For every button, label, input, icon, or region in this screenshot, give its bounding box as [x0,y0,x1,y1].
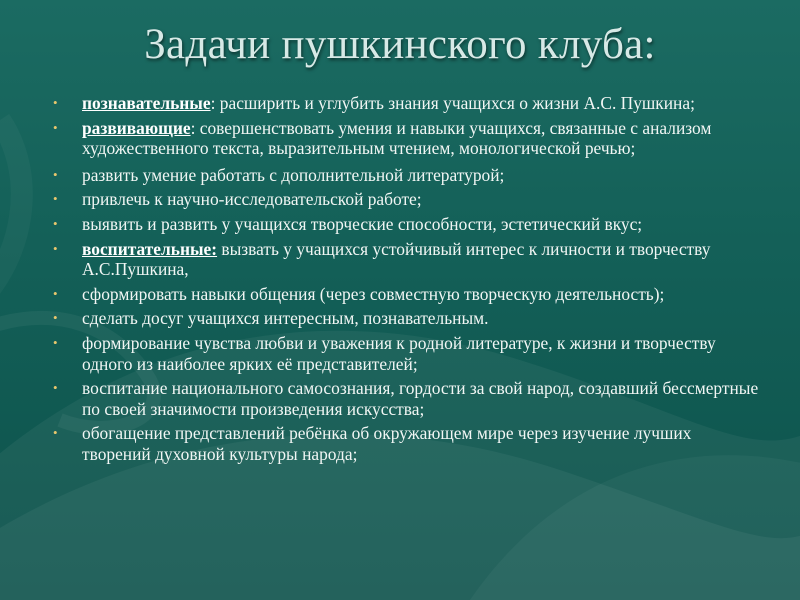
task-list-item [52,214,764,235]
task-list-item [52,189,764,210]
task-list-item [52,423,764,464]
bullet-marker: • [53,310,58,326]
task-text: сделать досуг учащихся интересным, познавательным. [82,308,489,329]
task-list-item [52,284,764,305]
task-text: расширить и углубить знания учащихся о жизни А.С. Пушкина; [215,93,695,113]
task-list-item [52,239,764,280]
task-list-item [52,165,764,186]
task-list-item [52,118,764,159]
task-category-label: познавательные [82,93,211,113]
bullet-marker: • [53,240,58,256]
task-list-item [52,93,764,114]
task-text: развить умение работать с дополнительной литературой; [82,164,505,185]
task-category-label: воспитательные: [82,238,218,259]
task-list-item [52,378,764,419]
task-category-label: развивающие [82,117,191,138]
task-text: выявить и развить у учащихся творческие способности, эстетический вкус; [82,213,643,234]
task-list-item [52,333,764,374]
task-text: вызвать у учащихся устойчивый интерес к личности и творчеству А.С.Пушкина, [82,238,711,280]
task-text: формирование чувства любви и уважения к родной литературе, к жизни и творчеству одного из наиболее ярких её представителей; [82,332,716,374]
task-list [52,93,764,469]
task-text: сформировать навыки общения (через совместную творческую деятельность); [82,283,665,304]
category-separator: : [210,93,216,113]
bullet-marker: • [53,380,58,396]
bullet-marker: • [53,285,58,301]
slide-title: Задачи пушкинского клуба: [144,21,656,68]
bullet-marker: • [53,119,58,135]
task-text: воспитание национального самосознания, гордости за свой народ, создавший бессмертные по своей значимости произведения искусства; [82,378,759,419]
task-text: обогащение представлений ребёнка об окружающем мире через изучение лучших творений духовной культуры народа; [82,423,692,464]
bullet-marker: • [53,191,58,207]
task-text: привлечь к научно-исследовательской работе; [82,189,422,210]
task-list-item [52,308,764,329]
bullet-marker: • [53,425,58,441]
bullet-marker: • [53,95,58,110]
task-text: совершенствовать умения и навыки учащихся, связанные с анализом художественного текста, выразительным чтением, монологической речью; [82,117,712,159]
bullet-marker: • [53,215,58,231]
category-separator: : [190,117,196,138]
bullet-marker: • [53,166,58,182]
bullet-marker: • [53,334,58,350]
